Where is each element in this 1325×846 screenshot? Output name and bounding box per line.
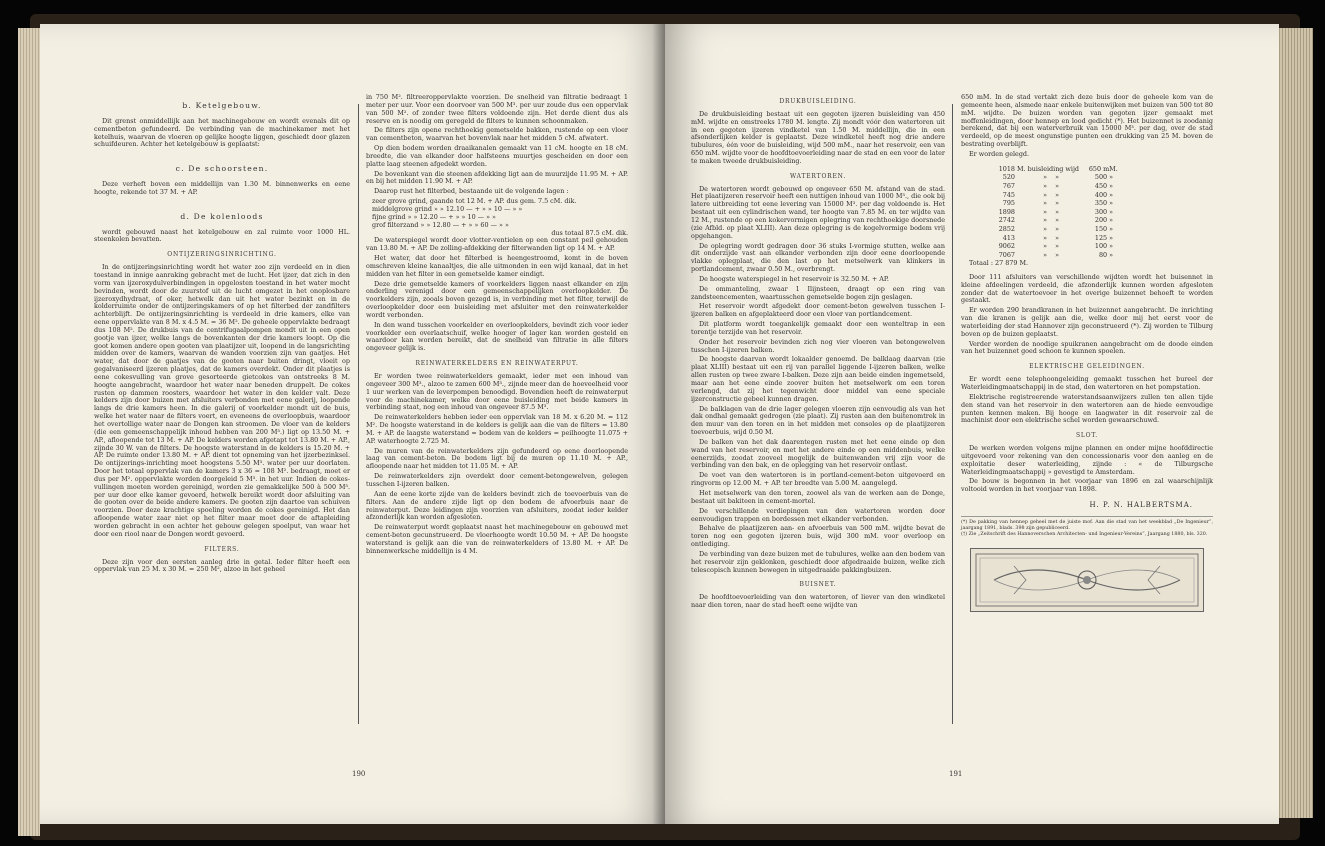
paragraph: Onder het reservoir bevinden zich nog vier vloeren van betongewelven tusschen I-ijzeren balken.: [691, 337, 945, 354]
paragraph: in 750 M². filtreeroppervlakte voorzien. De snelheid van filtratie bedraagt 1 meter per uur. Voor een doorvoer van 500 M³. per uur zoude dus een oppervlak van 500 M². of zonder twee filters voldoende zijn. Het derde dient dus als reserve en is noodig om geregeld de filters te kunnen schoonmaken.: [366, 93, 628, 125]
paragraph: Er worden gelegd.: [969, 149, 1030, 158]
list-item: zeer grove grind, gaande tot 12 M. + AP. dus gem. 7.5 cM. dik.: [372, 197, 577, 206]
paragraph: De werken worden volgens mijne plannen en onder mijne hoofddirectie uitgevoerd voor rekening van den concessionaris voor den aanleg en de exploitatie deser waterleiding, zijnde : « de Tilburgsche Waterleidingmaatschappij » gevestigd te Amsterdam.: [961, 444, 1213, 476]
paragraph: Dit platform wordt toegankelijk gemaakt door een wenteltrap in een torentje terzijde van het reservoir.: [691, 320, 945, 336]
paragraph: De bovenkant van die steenen afdekking ligt aan de muurzijde 11.95 M. + AP. en bij het midden 11.90 M. + AP.: [366, 169, 628, 186]
paragraph: Het metselwerk van den toren, zoowel als van de werken aan de Donge, bestaat uit bakiteen in cement-mortel.: [691, 488, 945, 505]
table-cell-length: 7067: [998, 250, 1015, 259]
paragraph: De reinwaterkelders zijn overdekt door cement-betongewelven, gelegen tusschen I-ijzeren balken.: [366, 472, 628, 488]
page-edges-left: [18, 28, 40, 836]
paragraph: De waterspiegel wordt door vlotter-ventielen op een constant peil gehouden van 13.80 M. + AP. De zolling-afdekking der filterwanden ligt op 14 M. + AP.: [366, 236, 628, 253]
table-cell-diameter: 500: [1094, 173, 1108, 182]
page-edges-right: [1277, 28, 1313, 818]
paragraph: Op dien bodem worden draaikanalen gemaakt van 11 cM. hoogte en 18 cM. breedte, die van elkander door halfsteens muurtjes gescheiden en door een platte laag steenen afgedekt worden.: [366, 144, 628, 168]
paragraph: Daarop rust het filterbed, bestaande uit de volgende lagen :: [374, 187, 569, 196]
table-row: 7067 » » 80 »: [989, 251, 1213, 260]
paragraph: In den wand tusschen voorkelder en overloopkelders, bevindt zich voor ieder voorkelder een overlaatschuif, welke hooger of lager kan worden gesteld en waardoor kan worden bereikt, dat de snelheid van filtratie in alle filters ongeveer gelijk is.: [366, 320, 628, 353]
table-row: 1898 » » 300 »: [989, 208, 1213, 217]
table-cell-diameter: 400: [1094, 190, 1108, 199]
column-divider: [952, 104, 953, 724]
table-cell-unit: mM.: [1103, 164, 1118, 173]
paragraph: Aan de eene korte zijde van de kelders bevindt zich de toevoerbuis van de filters. Aan de andere zijde ligt op den bodem de afvoerbuis naar de reinwaterput. Deze leidingen zijn voorzien van afsluiters, zoodat ieder kelder afzonderlijk kan worden afgesloten.: [366, 489, 628, 522]
table-row: 413 » » 125 »: [989, 234, 1213, 243]
paragraph: De reinwaterput wordt geplaatst naast het machinegebouw en gebouwd met cement-beton gecunstrueerd. De vloerhoogte wordt 10.50 M. + AP. De hoogste waterstand is gelijk aan die van de reinwaterkelders of 13.80 M. + AP. De binnenwerksche middellijn is 4 M.: [366, 523, 628, 555]
table-row: 745 » » 400 »: [989, 191, 1213, 200]
right-page-column-2: [961, 94, 1213, 612]
list-item: grof filterzand » » 12.80 — + » » 60 — » »: [372, 220, 509, 229]
table-cell-length: 1898: [998, 207, 1015, 216]
footnotes: [961, 516, 1213, 538]
paragraph: De balklagen van de drie lager gelegen vloeren zijn eenvoudig als van het dak ondhal gemaakt gedrogen (zie plaat). Zij rusten aan den buitenomtrek in den muur van den toren en in het midden met consoles op de plaatijzeren toevoerbuis, wijd 0.50 M.: [691, 404, 945, 437]
table-cell-length: 745: [1002, 190, 1015, 199]
paragraph: De voet van den watertoren is in portland-cement-beton uitgevoerd en ringvorm op 12.00 M. + AP. ter breedte van 5.00 M. aangelegd.: [691, 471, 945, 488]
column-divider: [358, 104, 359, 724]
table-cell-diameter: 350: [1094, 199, 1108, 208]
table-cell-length: 413: [1002, 233, 1015, 242]
paragraph: Dit grenst onmiddellijk aan het machinegebouw en wordt evenals dit op cementbeton gefundeerd. De verbinding van de machinekamer met het ketelhuis, waarvan de vloeren op gelijke hoogte liggen, geschiedt door glazen schuifdeuren. Achter het ketelgebouw is geplaatst:: [94, 116, 350, 149]
paragraph: De verschillende verdiepingen van den watertoren worden door eenvoudigen trappen en bordessen met elkander verbonden.: [691, 506, 945, 523]
heading-watertoren: WATERTOREN.: [789, 172, 847, 180]
left-page: [40, 24, 665, 824]
paragraph: Deze verheft boven een middellijn van 1.30 M. binnenwerks en eene hoogte, rekende tot 37 M. + AP.: [94, 180, 350, 196]
table-cell-length: 1018: [998, 164, 1015, 173]
footnote: (†) Zie „Zeitschrift des Hannoverschen Architecten- und Ingenieur-Vereins”, Jaargang 1880, bls. 320.: [961, 531, 1208, 537]
heading-elektrische-geleidingen: ELEKTRISCHE GELEIDINGEN.: [1029, 363, 1145, 371]
table-row: 2742 » » 200 »: [989, 216, 1213, 225]
author-signature: H. P. N. HALBERTSMA.: [1089, 501, 1193, 510]
footnote: (*) De pakking van hennep geheel met de juiste mof. Aan die stad van het weekblad „De Ingenieur”, jaargang 1891, blads. 398 zijn gepubliceerd.: [961, 519, 1213, 531]
ornament-icon: [974, 552, 1200, 608]
table-cell-length: 9062: [998, 242, 1015, 251]
paragraph: De reinwaterkelders hebben ieder een oppervlak van 18 M. x 6.20 M. = 112 M². De hoogste waterstand in de kelders is gelijk aan die van de filters = 13.80 M. + AP. de laagste waterstand = bodem van de kelders = peilhoogte 11.075 + AP. waterhoogte 2.725 M.: [366, 413, 628, 445]
paragraph: De watertoren wordt gebouwd op ongeveer 650 M. afstand van de stad. Het plaatijzeren reservoir heeft een nuttigen inhoud van 1000 M³., die ook bij latere uitbreiding tot eene levering van 15000 M³. per dag voldoende is. Het bestaat uit een cylindrischen wand, ter hoogte van 7.85 M. en ter wijdte van 12 M., rustende op een kokervormigen oplegring van rechthoekige doorsnede (zie Afbld. op plaat XLIII). Aan deze oplegring is de kogelvormige bodem vrij opgehangen.: [691, 184, 945, 240]
table-cell-diameter: 125: [1094, 233, 1108, 242]
table-cell-length: 2852: [998, 224, 1015, 233]
paragraph: De muren van de reinwaterkelders zijn gefundeerd op eene doorloopende laag van cement-beton. De bodem ligt bij de muren op 11.10 M. + AP., afloopende naar het midden tot 11.05 M. + AP.: [366, 446, 628, 471]
table-row: [989, 165, 1213, 174]
paragraph: Deze zijn voor den eersten aanleg drie in getal. Ieder filter heeft een oppervlak van 25 M. x 30 M. = 250 M², alzoo in het geheel: [94, 557, 350, 574]
paragraph: Er worden 290 brandkranen in het buizennet aangebracht. De inrichting van die kranen is gelijk aan die, welke door mij het eerst voor de waterleiding der stad Hannover zijn geconstrueerd (*). Zij worden te Tilburg boven op de buizen geplaatst.: [961, 306, 1213, 338]
paragraph: De hoofdtoevoerleiding van den watertoren, of liever van den windketel naar dien toren, naar de stad heeft eene wijdte van: [691, 593, 945, 610]
table-cell-length: 2742: [998, 216, 1015, 225]
paragraph: Het reservoir wordt afgedekt door cement-beton gewelven tusschen I-ijzeren balken en afgeplakteerd door een vloer van portlandcement.: [691, 302, 945, 319]
table-cell-diameter: 200: [1094, 216, 1108, 225]
list-item: fijne grind » » 12.20 — + » » 10 — » »: [372, 212, 496, 221]
table-row: 9062 » » 100 »: [989, 242, 1213, 251]
heading-ontijzering: ONTIJZERINGSINRICHTING.: [167, 251, 277, 259]
paragraph: De filters zijn opene rechthoekig gemetselde bakken, rustende op een vloer van cementbeton, waarvan het bovenvlak naar het midden 5 cM. afwatert.: [366, 126, 628, 143]
paragraph: Verder worden de noodige spuikranen aangebracht om de doode einden van het buizennet goed schoon te kunnen spoelen.: [961, 339, 1213, 356]
table-cell-diameter: 80: [1098, 250, 1108, 259]
paragraph: De verbinding van deze buizen met de tubulures, welke aan den bodem van het reservoir zijn geklonken, geschiedt door afgedraaide buizen, welke zich telescopisch kunnen bewegen in uitgedraaide pakkingbuizen.: [691, 549, 945, 574]
paragraph: De hoogste daarvan wordt lokaalder genoemd. De balklaag daarvan (zie plaat XLIII) bestaat uit een rij van parallel liggende I-ijzeren balken, welke allen rusten op twee zware I-balken. Deze zijn aan beide einden ingemetseld, maar aan het eene einde zoover buiten het metselwerk om een toren verlengd, dat zij het tegenwicht door middel van eene speciale ijzerconstructie gebeel kunnen dragen.: [691, 355, 945, 403]
list-item: middelgrove grind » » 12.10 — + » » 10 — » »: [372, 204, 523, 213]
right-page: [665, 24, 1279, 824]
heading-reinwaterkelders: REINWATERKELDERS EN REINWATERPUT.: [415, 360, 579, 368]
filter-layers-list: [372, 198, 628, 237]
page-number-right: 191: [949, 770, 963, 778]
heading-slot: SLOT.: [1075, 432, 1099, 440]
heading-filters: FILTERS.: [204, 545, 240, 553]
left-page-column-2: [366, 94, 628, 558]
paragraph: In de ontijzeringsinrichting wordt het water zoo zijn verdeeld en in dien toestand in innige aanraking gebracht met de lucht. Het ijzer, dat zich in den vorm van ijzeroxydulverbindingen in opgelosten toestand in het water mocht bevinden, wordt door de zuurstof uit de lucht omgezet in het onoplosbare ijzeroxydhydraat, of oker, hetwelk dan uit het water bezinkt en in de kolderruimte onder de ontijzeringskamers of op het filterbed der zandfilters achterblijft. De ontijzeringsinrichting is verdeeld in drie kamers, elke van eene oppervlakte van 8 M. x 4.5 M. = 36 M². De geheele oppervlakte bedraagt dus 108 M². De drukbuis van de centrifugaalpompen mondt uit in een open gootje van ijzer, welke langs de bovenkanten der drie kamers loopt. Op die goot komen andere open gooten van plaatijzer uit, loopend in de langsrichting midden over de kamers, waarvan de wanden voorzien zijn van gaatjes. Het water, dat door de gaatjes van de gooten naar buiten dringt, vloeit op gegalvaniseerd ijzeren plaatjes, dat de kamers overdekt. Onder dit plaatjes is eene cokesvulling van grove gesorteerde gietcokes van ontstreeks 8 M. hoogte aangebracht, waardoor het water naar beneden druppelt. De cokes rusten op dammen roosters, waardoor het water in den kelder valt. Deze kelders zijn door buizen met afsluiters verbonden met eene galerij, loopende langs de drie kamers heen. In die galerij of voorkelder mondt uit de buis, welke het water naar de filters voert, en eveneens de overloopbuis, waardoor het overtollige water naar de Dongen kan stroomen. De vloer van de kelders (die een gemeenschappelijk inhoud hebben van 200 M³.) ligt op 13.50 M. + AP., afloopende tot 13 M. + AP. De kelders worden afgetapt tot 13.80 M. + AP., zijnde 30 W. van de filters. De hoogste waterstand in de kelders is 15.20 M. + AP. De ruimte onder 13.80 M. + AP. dient tot opneming van het ijzerbezinksel. De ontijzerings-inrichting moet hoogstens 5.50 M³. water per uur doorlaten. Door het totaal oppervlak van de kamers 3 x 36 = 108 M². bedraagt, moet er dus per M². oppervlakte worden doorgeleid 5 M³. in het uur. Indien de cokes-vullingen moeten worden gereinigd, worden zie gemakkelijke 500 à 500 M³. per uur door elke kamer gevoerd, hetwelk bereikt wordt door afsluiting van de gooten over de beide andere kamers. De gooten zijn daartoe van schuiven voorzien. Door deze krachtige spoeling worden de cokes gereinigd. Het dan afloopende water zaar niet op het filter maar moet door de aftapleiding worden gebracht in een achter het gebouw gelegen spoelput, van waar het door een riool naar de Dongen wordt gevoerd.: [94, 263, 350, 538]
paragraph: De oplegring wordt gedragen door 36 stuks I-vormige stutten, welke aan dit onderzijde vast aan elkander verbonden zijn door eene doorloopende vlakke oplegplaat, die den last op het metselwerk van klinkers in portlandcement, zwaar 0.50 M., overbrengt.: [691, 241, 945, 274]
table-row: 767 » » 450 »: [989, 182, 1213, 191]
table-row: 795 » » 350 »: [989, 199, 1213, 208]
heading-ketelgebouw: b. Ketelgebouw.: [182, 101, 262, 110]
table-cell-diameter: 650: [1088, 164, 1102, 173]
table-cell-length: 795: [1002, 199, 1015, 208]
paragraph: 650 mM. In de stad vertakt zich deze buis door de geheele kom van de gemeente heen, alsmede naar enkele buitenwijken met buizen van 500 tot 80 mM. wijdte. De buizen worden van gegoten ijzer gemaakt met moffenleidingen, door hennep en lood gedicht (*). Het buizennet is zoodanig berekend, dat bij een waterverbruik van 15000 M³. per dag, over de stad verdeeld, op de meest ongunstige punten een drukking van 25 M. boven de bestrating overblijft.: [961, 93, 1213, 149]
table-cell-diameter: 450: [1094, 181, 1108, 190]
heading-kolenloods: d. De kolenloods: [180, 211, 264, 221]
heading-schoorsteen: c. De schoorsteen.: [175, 164, 269, 174]
right-page-column-1: [691, 94, 945, 612]
table-cell-length: 520: [1002, 173, 1015, 182]
paragraph: wordt gebouwd naast het ketelgebouw en zal ruimte voor 1000 HL. steenkolen bevatten.: [94, 227, 350, 244]
paragraph: De hoogste waterspiegel in het reservoir is 32.50 M. + AP.: [699, 274, 889, 283]
paragraph: De balken van het dak daarentegen rusten met het eene einde op den wand van het reservoir, en met het andere einde op een middenbuis, welke eenerzijds, zoodat zooveel mogelijk de buitenwanden vrij zijn voor de verbinding van den bak, en de oplegging van het reservoir ontlast.: [691, 437, 945, 470]
paragraph: Het water, dat door het filterbed is heengestroomd, komt in de boven omschreven kleine kanaaltjes, die alle uitmonden in een wijd kanaal, dat in het midden van het filter in een gemetselde kamer eindigt.: [366, 254, 628, 278]
paragraph: Behalve de plaatijzeren aan- en afvoerbuis van 500 mM. wijdte bevat de toren nog een gegoten ijzeren buis, wijd 300 mM. voor overloop en ontlediging.: [691, 524, 945, 549]
table-cell-diameter: 100: [1094, 242, 1108, 251]
paragraph: De bouw is begonnen in het voorjaar van 1896 en zal waarschijnlijk voltooid worden in het voorjaar van 1898.: [961, 477, 1213, 494]
heading-buisnet: BUISNET.: [799, 581, 837, 589]
table-row: 2852 » » 150 »: [989, 225, 1213, 234]
table-row: 520 » » 500 »: [989, 173, 1213, 182]
table-cell-diameter: 300: [1094, 207, 1108, 216]
table-cell-label: M. buisleiding wijd: [1017, 164, 1080, 173]
left-page-column-1: [94, 94, 350, 576]
paragraph: De ommanteling, zwaar 1 Ilijnsteen, draagt op een ring van zandsteencementen, waartusschen gemetselde bogen zijn geslagen.: [691, 284, 945, 301]
pipe-length-table: [969, 164, 1213, 268]
paragraph: Deze drie gemetselde kamers of voorkelders liggen naast elkander en zijn onderling verenigd door een gemeenschappelijken overloopkelder. De voorkelders zijn, zooals boven gezegd is, in verbinding met het filter, terwijl de overloopkelder door een buisleiding met afsluiter met den reinwaterkelder wordt verbonden.: [366, 279, 628, 319]
decorative-vignette: [970, 548, 1204, 612]
table-cell-length: 767: [1002, 181, 1015, 190]
paragraph: De drukbuisleiding bestaat uit een gegoten ijzeren buisleiding van 450 mM. wijdte en omstreeks 1780 M. lengte. Zij mondt vóór den watertoren uit in een gegoten ijzeren vindketel van 1.50 M. middellijn, die in een afsonderlijken kelder is geplaatst. Deze windketel heeft nog drie andere tubulures, één voor de buisleiding, wijd 500 mM., naar het reservoir, een van 650 mM. wijdte voor de hoofdtoevoerleiding naar de stad en een voor de later te maken tweede drukbuisleiding.: [691, 109, 945, 165]
list-item: dus totaal 87.5 cM. dik.: [551, 228, 628, 237]
page-number-left: 190: [352, 770, 366, 778]
table-total: Totaal : 27 879 M.: [969, 259, 1029, 268]
table-cell-diameter: 150: [1094, 224, 1108, 233]
paragraph: Elektrische registreerende waterstandsaanwijzers zullen ten allen tijde den stand van het reservoir in den watertoren aan de hiede eenvoudige punten kennen maken. Bij hooge en laagwater in dit reservoir zal de machinist door een elektrische schel worden gewaarschuwd.: [961, 392, 1213, 425]
paragraph: Door 111 afsluiters van verschillende wijdten wordt het buisennet in kleine afdeelingen verdeeld, die afzonderlijk kunnen worden afgesloten zonder dat de watertoevoer in het overige buizennet behoeft te worden gestaakt.: [961, 272, 1213, 305]
paragraph: Er worden twee reinwaterkelders gemaakt, ieder met een inhoud van ongeveer 300 M³., alzoo te zamen 600 M³., zijnde meer dan de hoeveelheid voor 1 uur werken van de leverpompen benoodigd. Bovendien heeft de reinwaterput voor de machinekamer, welke door eene buisleiding met beide kamers in verbinding staat, nog een inhoud van ongeveer 87.5 M³.: [366, 372, 628, 412]
paragraph: Er wordt eene telephoongeleiding gemaakt tusschen het bureel der Waterleidingmaatschappij in de stad, den watertoren en het pompstation.: [961, 375, 1213, 391]
heading-drukbuisleiding: DRUKBUISLEIDING.: [779, 98, 857, 105]
